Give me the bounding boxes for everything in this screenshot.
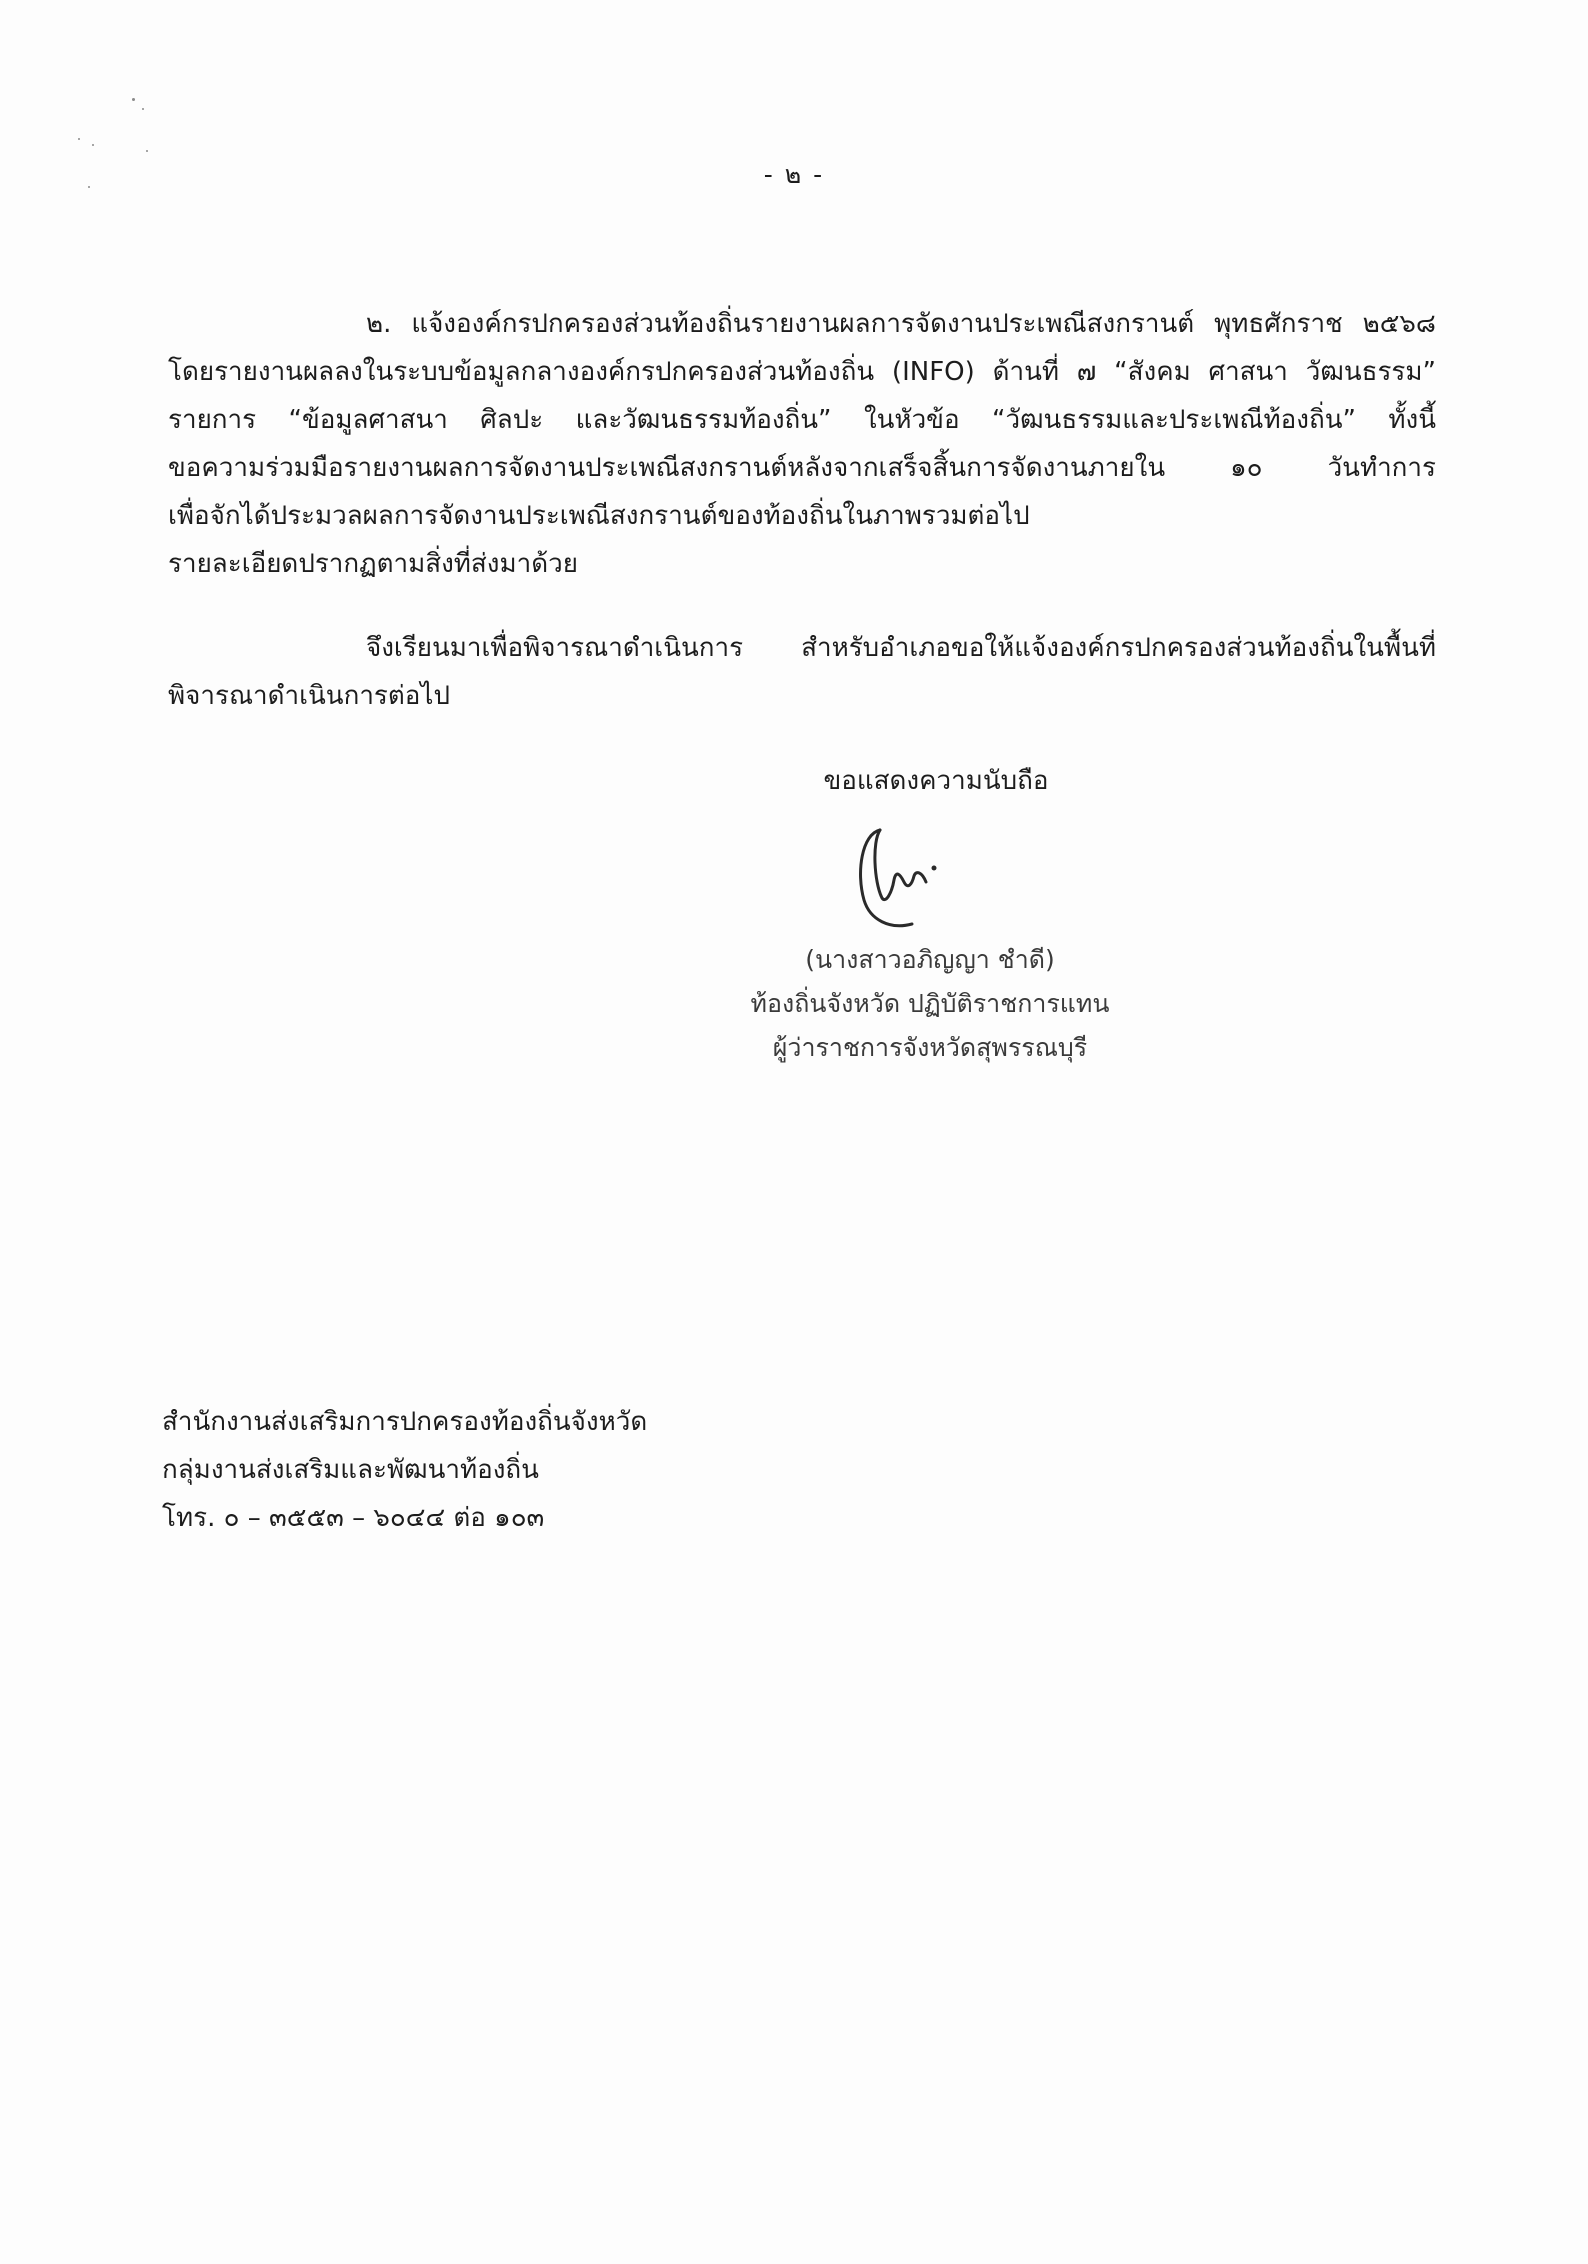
paragraph-line: จึงเรียนมาเพื่อพิจารณาดำเนินการ สำหรับอำเภอขอให้แจ้งองค์กรปกครองส่วนท้องถิ่นในพื้นที่: [366, 633, 1436, 663]
paragraph-conclusion: [168, 624, 1436, 720]
paragraph-report-request: [168, 300, 1436, 588]
paragraph-line: รายการ “ข้อมูลศาสนา ศิลปะ และวัฒนธรรมท้องถิ่น” ในหัวข้อ “วัฒนธรรมและประเพณีท้องถิ่น” ทั้งนี้: [168, 405, 1436, 435]
signer-block: [640, 938, 1220, 1070]
paragraph-line: รายละเอียดปรากฏตามสิ่งที่ส่งมาด้วย: [168, 549, 578, 579]
handwritten-signature: [842, 812, 982, 942]
paragraph-line: ๒. แจ้งองค์กรปกครองส่วนท้องถิ่นรายงานผลการจัดงานประเพณีสงกรานต์ พุทธศักราช ๒๕๖๘: [366, 309, 1436, 339]
page-number: - ๒ -: [763, 160, 825, 189]
division-name: กลุ่มงานส่งเสริมและพัฒนาท้องถิ่น: [162, 1455, 539, 1485]
paragraph-line: พิจารณาดำเนินการต่อไป: [168, 681, 450, 711]
paragraph-line: ขอความร่วมมือรายงานผลการจัดงานประเพณีสงกรานต์หลังจากเสร็จสิ้นการจัดงานภายใน ๑๐ วันทำการ: [168, 453, 1436, 483]
signer-position-governor: ผู้ว่าราชการจังหวัดสุพรรณบุรี: [772, 1033, 1088, 1062]
signer-position: ท้องถิ่นจังหวัด ปฏิบัติราชการแทน: [750, 989, 1110, 1018]
signer-name: (นางสาวอภิญญา ชำดี): [805, 945, 1055, 974]
paragraph-line: เพื่อจักได้ประมวลผลการจัดงานประเพณีสงกรานต์ของท้องถิ่นในภาพรวมต่อไป: [168, 501, 1030, 531]
office-name: สำนักงานส่งเสริมการปกครองท้องถิ่นจังหวัด: [162, 1407, 648, 1437]
closing-salutation: ขอแสดงความนับถือ: [823, 766, 1049, 796]
phone-number: โทร. ๐ – ๓๕๕๓ – ๖๐๔๔ ต่อ ๑๐๓: [162, 1503, 545, 1533]
contact-footer: [162, 1398, 862, 1542]
paragraph-line: โดยรายงานผลลงในระบบข้อมูลกลางองค์กรปกครองส่วนท้องถิ่น (INFO) ด้านที่ ๗ “สังคม ศาสนา วัฒนธรรม”: [168, 357, 1436, 387]
